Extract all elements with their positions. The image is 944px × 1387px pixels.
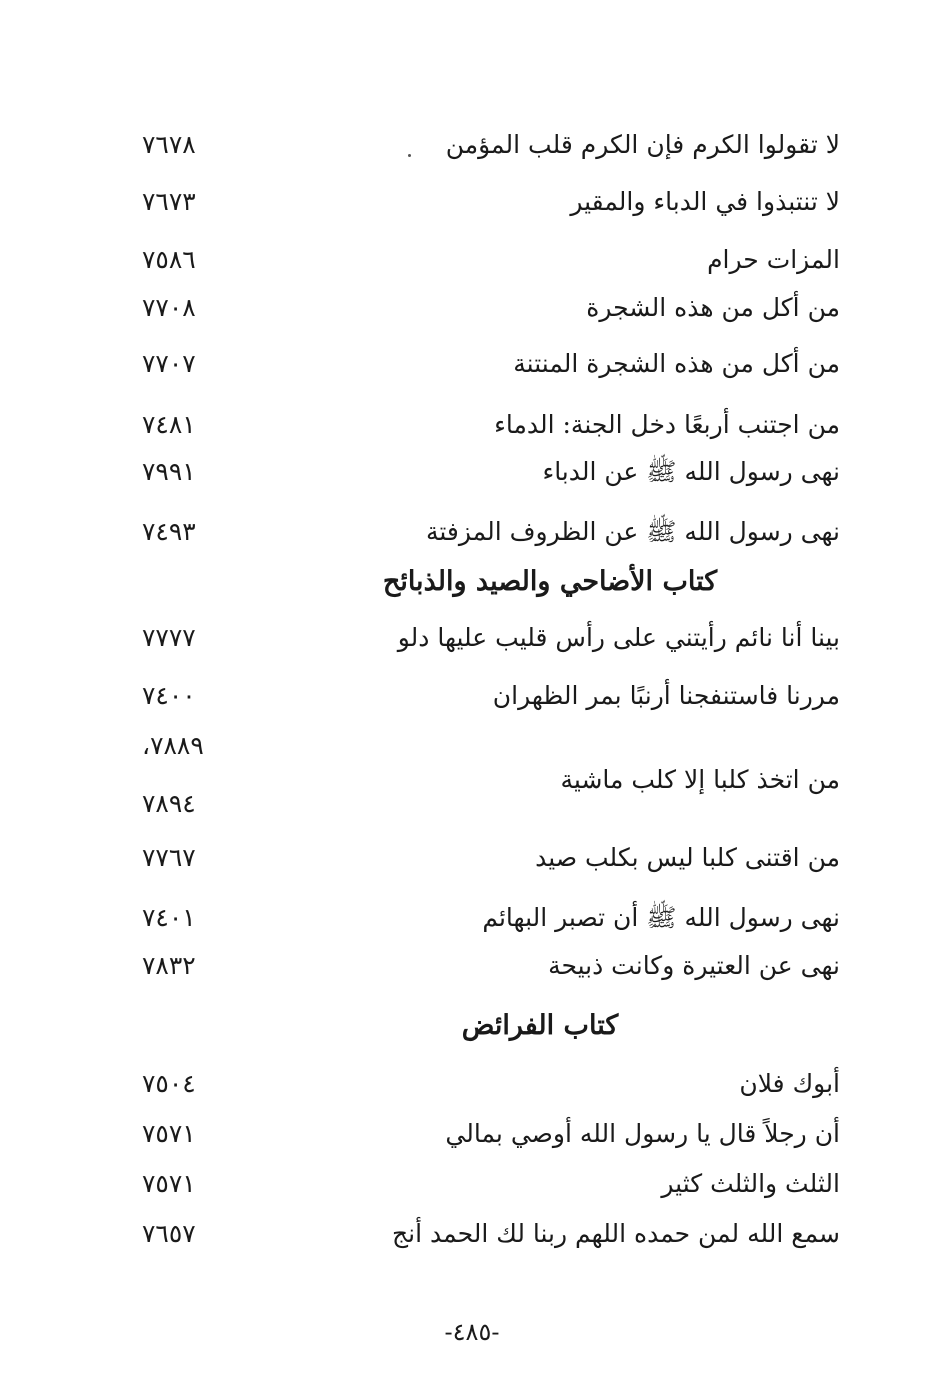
index-entry-multi [120,726,840,836]
index-entry [120,1064,840,1104]
hadith-number: ٧٨٨٩، [142,731,204,760]
index-entry [120,452,840,492]
page-number: -٤٨٥- [444,1318,500,1346]
index-entry [120,512,840,552]
hadith-text: لا تقولوا الكرم فإن الكرم قلب المؤمن [445,130,840,159]
hadith-number: ٧٦٧٨ [142,130,196,159]
hadith-number: ٧٨٣٢ [142,951,196,980]
hadith-text: سمع الله لمن حمده اللهم ربنا لك الحمد أنج [392,1219,840,1248]
index-entry [120,288,840,328]
hadith-number: ٧٧٧٧ [142,623,196,652]
index-entry [120,946,840,986]
index-entry [120,898,840,938]
hadith-text: من اجتنب أربعًا دخل الجنة: الدماء [494,410,840,439]
section-heading: كتاب الفرائض [461,1010,619,1041]
hadith-number: ٧٨٩٤ [142,789,196,818]
hadith-text: الثلث والثلث كثير [661,1169,840,1198]
hadith-number: ٧٥٧١ [142,1169,196,1198]
hadith-number: ٧٤٩٣ [142,517,196,546]
hadith-number: ٧٧٠٨ [142,293,196,322]
index-entry [120,182,840,222]
hadith-text: المزات حرام [707,245,840,274]
index-entry [120,405,840,445]
hadith-text: نهى رسول الله ﷺ أن تصبر البهائم [482,903,840,932]
hadith-text: من اقتنى كلبا ليس بكلب صيد [535,843,840,872]
hadith-text: نهى رسول الله ﷺ عن الدباء [542,457,840,486]
hadith-text: أن رجلاً قال يا رسول الله أوصي بمالي [445,1119,840,1148]
index-entry [120,1214,840,1254]
index-entry [120,1164,840,1204]
hadith-number: ٧٥٠٤ [142,1069,196,1098]
section-heading: كتاب الأضاحي والصيد والذبائح [382,566,718,597]
hadith-number: ٧٧٠٧ [142,349,196,378]
index-entry [120,676,840,716]
hadith-text: لا تنتبذوا في الدباء والمقير [570,187,840,216]
hadith-text: من اتخذ كلبا إلا كلب ماشية [560,765,840,794]
hadith-number: ٧٦٧٣ [142,187,196,216]
hadith-text: نهى عن العتيرة وكانت ذبيحة [548,951,840,980]
hadith-number: ٧٥٨٦ [142,245,196,274]
hadith-text: مررنا فاستنفجنا أرنبًا بمر الظهران [492,681,840,710]
hadith-number: ٧٧٦٧ [142,843,196,872]
index-entry [120,344,840,384]
hadith-number: ٧٤٠١ [142,903,196,932]
hadith-number: ٧٥٧١ [142,1119,196,1148]
hadith-text: من أكل من هذه الشجرة المنتنة [513,349,840,378]
index-entry [120,1114,840,1154]
index-entry [120,125,840,165]
hadith-number: ٧٤٠٠ [142,681,196,710]
hadith-text: نهى رسول الله ﷺ عن الظروف المزفتة [425,517,840,546]
index-entry [120,618,840,658]
hadith-text: أبوك فلان [739,1069,840,1098]
hadith-number: ٧٤٨١ [142,410,196,439]
hadith-number: ٧٦٥٧ [142,1219,196,1248]
hadith-number: ٧٩٩١ [142,457,196,486]
index-entry [120,240,840,280]
index-entry [120,838,840,878]
hadith-text: من أكل من هذه الشجرة [586,293,840,322]
hadith-text: بينا أنا نائم رأيتني على رأس قليب عليها دلو [397,623,840,652]
